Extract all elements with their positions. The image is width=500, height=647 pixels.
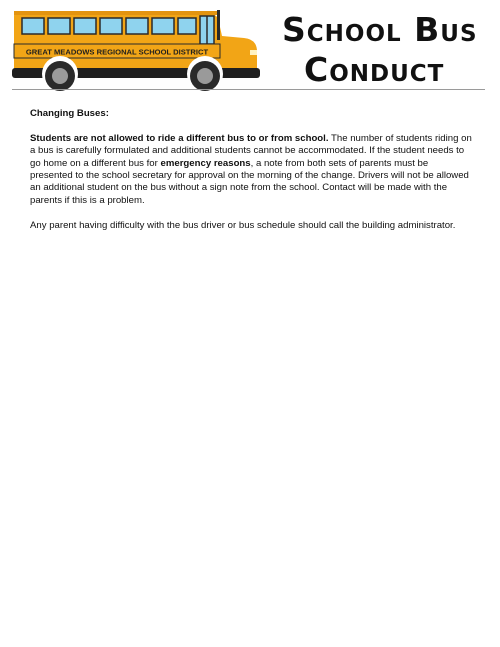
paragraph-contact-admin: Any parent having difficulty with the bus driver or bus schedule should call the building administrator.: [30, 219, 456, 231]
paragraph-changing-buses: [30, 133, 472, 207]
page-header: [0, 0, 500, 92]
school-bus-icon: [12, 8, 262, 92]
bus-district-label: GREAT MEADOWS REGIONAL SCHOOL DISTRICT: [25, 47, 209, 57]
paragraph-text-2: , a note from both sets of parents must be presented to the school secretary for approval on the morning of the change. Drivers will not be allowed an additional student on the bus without a sign note from the school. Contact will be made with the parents if this is a problem.: [30, 157, 469, 206]
title-line-1: School Bus: [282, 10, 478, 49]
paragraph-bold-lead: Students are not allowed to ride a different bus to or from school.: [30, 132, 329, 144]
document-body: [30, 108, 472, 244]
section-heading: Changing Buses:: [30, 108, 109, 119]
page-title: [282, 10, 492, 90]
title-line-2: Conduct: [304, 50, 445, 89]
paragraph-text-1: The number of students riding on a bus is carefully formulated and additional students cannot be accommodated. If the student needs to go home on a different bus for: [30, 132, 472, 169]
paragraph-bold-emergency: emergency reasons: [160, 157, 251, 169]
header-divider: [12, 89, 485, 90]
